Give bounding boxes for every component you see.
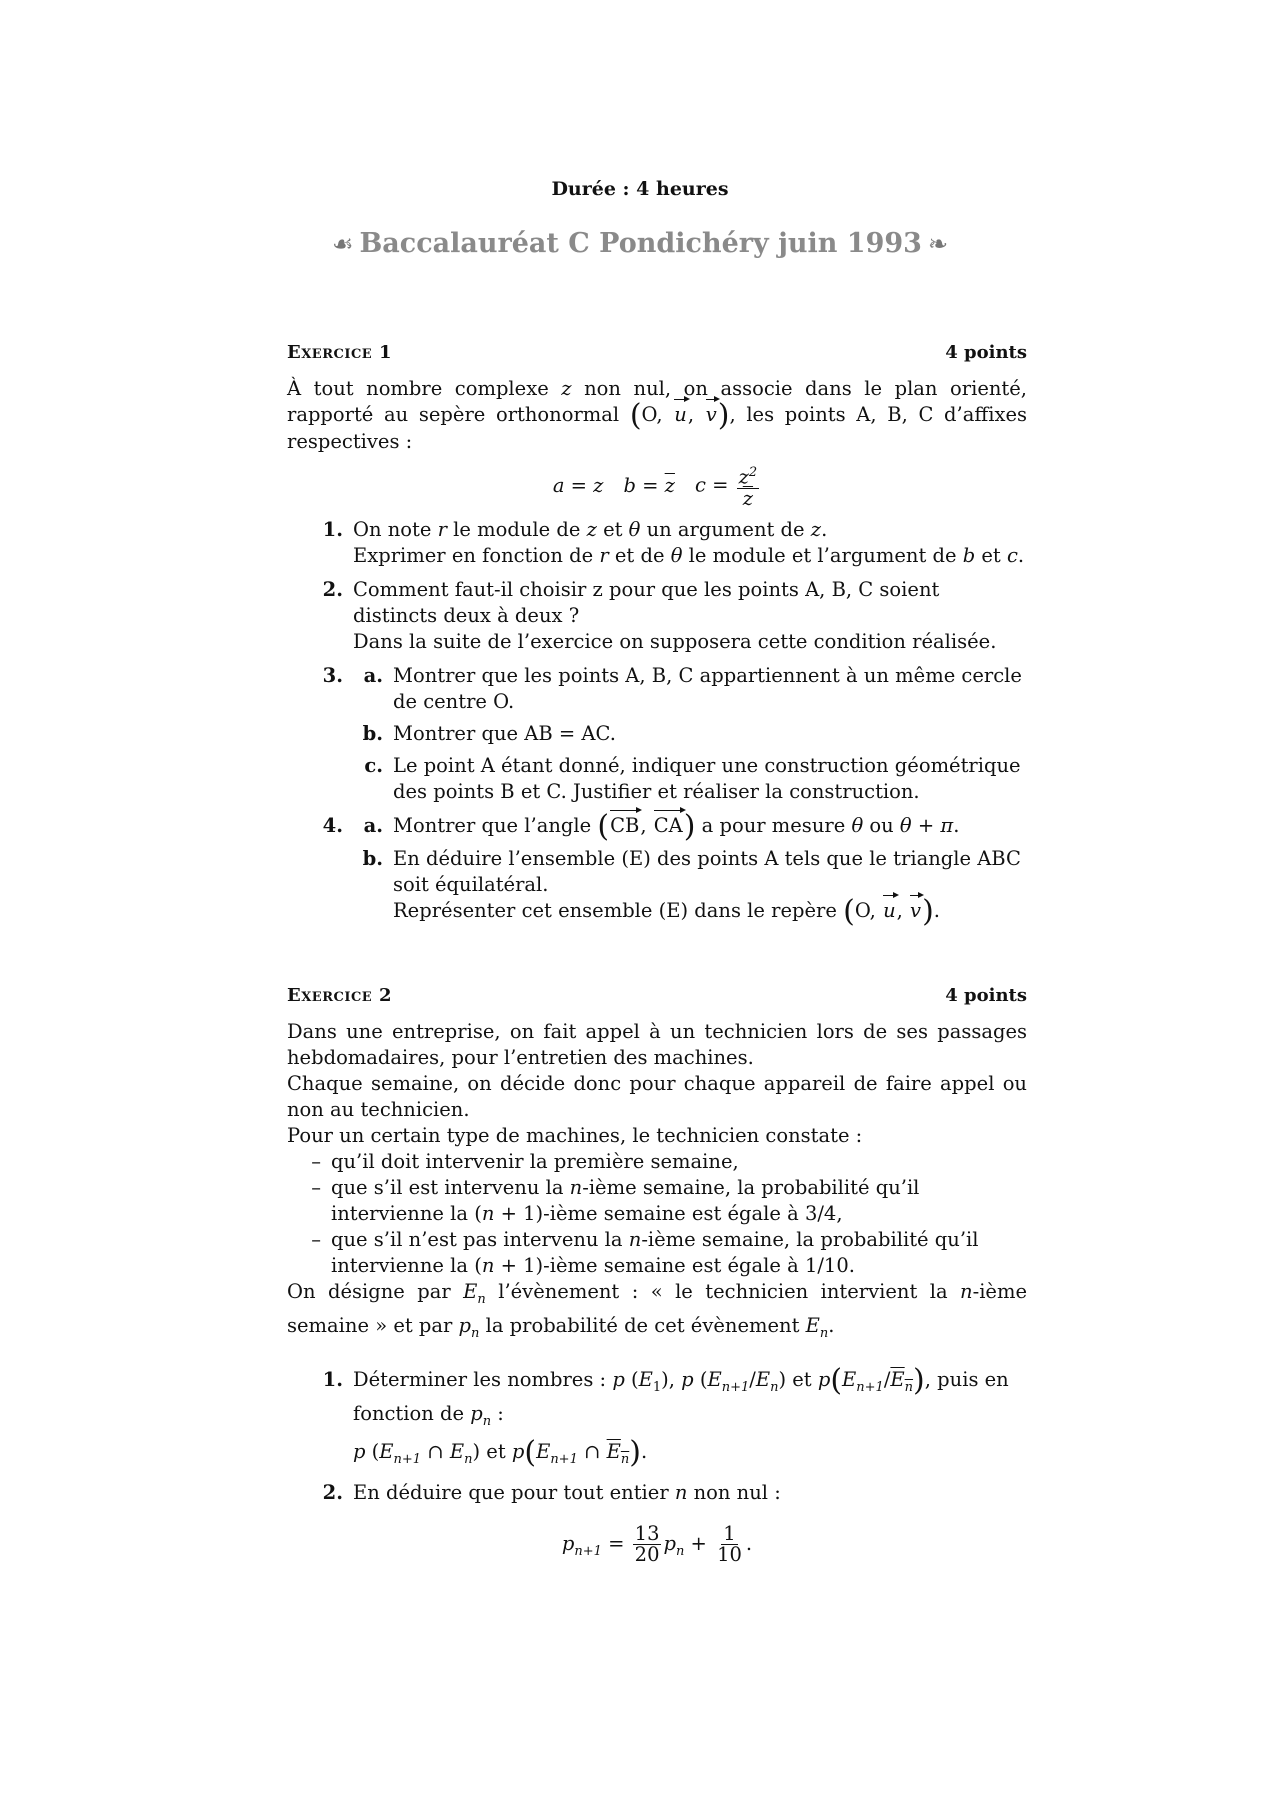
question-4b: b. En déduire l’ensemble (E) des points A tels que le triangle ABC soit équilatéral. Représenter cet ensemble (E) dans le repère (O, u, v). <box>353 846 1027 925</box>
exercise-1-points: 4 points <box>945 342 1027 363</box>
text: le module et l’argument de <box>682 543 963 567</box>
exercise-2-header <box>287 983 1027 1009</box>
text: En déduire que pour tout entier <box>353 1481 675 1505</box>
text: -ième semaine est égale à 3/4, <box>543 1202 843 1225</box>
frac-den: 10 <box>717 1543 742 1567</box>
text: -ième semaine est égale à 1/10. <box>543 1254 855 1277</box>
formula-mid-sub: n <box>675 1544 685 1560</box>
list-item: – que s’il est intervenu la n-ième semaine, la probabilité qu’il intervienne la (n + 1)-ième semaine est égale à 3/4, <box>311 1176 920 1225</box>
text: et <box>596 517 629 541</box>
title-text: Baccalauréat C Pondichéry juin 1993 <box>359 228 922 259</box>
formula-b-lhs: b = <box>623 473 665 497</box>
question-2-text: Comment faut-il choisir z pour que les points A, B, C soient distincts deux à deux ? <box>353 577 940 627</box>
question-number: 2. <box>322 1481 343 1505</box>
vector-u: u <box>674 403 687 426</box>
formula-plus: + <box>684 1532 714 1556</box>
list-item: – qu’il doit intervenir la première semaine, <box>311 1150 739 1173</box>
exercise-2-points: 4 points <box>945 985 1027 1006</box>
text: l’évènement : « le technicien intervient la <box>485 1280 961 1303</box>
var-z: z <box>561 377 572 400</box>
question-2 <box>287 577 1027 655</box>
exercise-2-p3: Pour un certain type de machines, le technicien constate : <box>287 1124 863 1147</box>
formula-a: a = z <box>552 473 604 497</box>
question-1: 1. On note r le module de z et θ un argument de z. Exprimer en fonction de r et de θ le module et l’argument de b et c. <box>287 517 1027 569</box>
text: et <box>786 1367 818 1391</box>
text: On désigne par <box>287 1280 464 1303</box>
vector-u: u <box>883 898 896 922</box>
question-number: 1. <box>322 1367 343 1391</box>
frac-num: z <box>738 465 749 489</box>
recurrence-formula <box>287 1524 1027 1565</box>
exam-duration: Durée : 4 heures <box>551 178 729 200</box>
text: et de <box>608 543 671 567</box>
text: On note <box>353 517 438 541</box>
exercise-1-intro: À tout nombre complexe z non nul, on associe dans le plan orienté, rapporté au sepère orthonormal (O, u, v), les points A, B, C d’affixes respectives : <box>287 377 1027 453</box>
question-number: 2. <box>322 577 343 601</box>
question-3b: b. Montrer que AB = AC. <box>353 721 1027 747</box>
frac-exp: 2 <box>748 465 758 480</box>
frac-num: 13 <box>634 1522 660 1546</box>
question-2-note: Dans la suite de l’exercice on supposera cette condition réalisée. <box>353 629 997 653</box>
intro-text: non nul, on associe dans le plan orienté, rapporté au sepère orthonormal <box>287 377 1027 426</box>
text: que s’il n’est pas intervenu la <box>331 1228 629 1251</box>
text: Déterminer les nombres : <box>353 1367 613 1391</box>
formula-mid: p <box>663 1532 676 1556</box>
text: , puis en fonction de <box>353 1367 1009 1425</box>
question-4 <box>287 808 1027 929</box>
paren-open: ( <box>629 398 642 433</box>
text: le module de <box>446 517 587 541</box>
vector-cb: CB <box>610 813 640 837</box>
exercise-2-p1: Dans une entreprise, on fait appel à un technicien lors de ses passages hebdomadaires, pour l’entretien des machines. <box>287 1020 1027 1069</box>
formula-b <box>623 473 675 499</box>
text: -ième semaine, la probabilité qu’il intervienne la <box>331 1228 979 1277</box>
text: -ième semaine » et par <box>287 1280 1028 1337</box>
vector-ca: CA <box>653 813 683 837</box>
fraction <box>737 463 760 509</box>
exercise-2-label: Exercice 2 <box>287 985 392 1006</box>
vector-v: v <box>910 898 922 922</box>
frac-den: 20 <box>634 1543 660 1567</box>
text: et <box>480 1439 512 1463</box>
formula-eq: = <box>601 1532 631 1556</box>
formula-lhs-sub: n+1 <box>574 1544 602 1560</box>
formula-end: . <box>745 1532 753 1556</box>
affix-formula <box>287 463 1027 509</box>
formula-c <box>695 463 761 509</box>
exercise-2 <box>287 983 1027 1571</box>
text: et <box>975 543 1007 567</box>
text: qu’il doit intervenir la première semaine, <box>331 1150 739 1173</box>
text: Montrer que l’angle <box>393 813 598 837</box>
list-item: – que s’il n’est pas intervenu la n-ième semaine, la probabilité qu’il intervienne la (n + 1)-ième semaine est égale à 1/10. <box>311 1228 979 1277</box>
question-4a: a. Montrer que l’angle (CB, CA) a pour mesure θ ou θ + π. <box>363 808 960 844</box>
page-title <box>0 228 1280 259</box>
text: a pour mesure <box>695 813 852 837</box>
question-3c-text: Le point A étant donné, indiquer une construction géométrique des points B et C. Justifier et réaliser la construction. <box>393 753 1021 803</box>
ex2-question-1: 1. Déterminer les nombres : p $(E_1)$, p $(E_{n+1}/E_n)$ et $p(E_{n+1}/E_n)$, puis en fonction de $p_n$ : p ($E_{n+1}$ ∩ $E_n$) et $p(E_{n+1}$ ∩ $E_n$). <box>287 1367 1027 1473</box>
paren-close: ) <box>717 398 730 433</box>
observation-list <box>287 1149 1027 1279</box>
text: ou <box>863 813 900 837</box>
fraction-1-10 <box>715 1524 744 1565</box>
question-3c: c. Le point A étant donné, indiquer une construction géométrique des points B et C. Justifier et réaliser la construction. <box>353 753 1027 805</box>
formula-b-rhs: $\overline{z}$ <box>664 473 675 497</box>
frac-num: 1 <box>723 1522 736 1546</box>
question-number: 3. <box>322 663 343 687</box>
vector-v: v <box>705 403 717 426</box>
ornament-right-icon: ❧ <box>927 230 949 258</box>
text: que s’il est intervenu la <box>331 1176 570 1199</box>
exercise-1-label: Exercice 1 <box>287 342 392 363</box>
question-3a: a. Montrer que les points A, B, C appartiennent à un même cercle de centre O. <box>353 663 1027 715</box>
intro-text: , les points A, B, C d’affixes respectives : <box>287 403 1027 453</box>
question-3b-text: Montrer que AB = AC. <box>393 721 616 745</box>
ex2-question-2: 2. En déduire que pour tout entier n non nul : <box>287 1480 1027 1506</box>
exercise-2-p4: On désigne par $E_n$ l’évènement : « le technicien intervient la n-ième semaine » et par $p_n$ la probabilité de cet évènement $E_n$. <box>287 1280 1028 1341</box>
question-3a-text: Montrer que les points A, B, C appartiennent à un même cercle de centre O. <box>393 663 1022 713</box>
formula-c-lhs: c = <box>694 473 735 497</box>
fraction-13-20 <box>633 1524 662 1565</box>
intro-text: À tout nombre complexe <box>287 377 562 400</box>
ornament-left-icon: ☙ <box>331 230 354 258</box>
formula-lhs: p <box>561 1532 575 1556</box>
text: un argument de <box>640 517 811 541</box>
frac-den: z <box>742 486 754 510</box>
exercise-1-header <box>287 340 1027 366</box>
text: non nul : <box>687 1481 781 1505</box>
question-number: 4. <box>322 813 343 837</box>
text: la probabilité de cet évènement <box>479 1313 806 1337</box>
exercise-1 <box>287 340 1027 929</box>
question-3 <box>287 663 1027 805</box>
text: Exprimer en fonction de <box>353 543 600 567</box>
question-4b-text: En déduire l’ensemble (E) des points A tels que le triangle ABC soit équilatéral. <box>393 846 1021 896</box>
text: : <box>491 1401 504 1425</box>
question-number: 1. <box>322 517 343 541</box>
text: Représenter cet ensemble (E) dans le repère <box>393 898 844 922</box>
exercise-2-p2: Chaque semaine, on décide donc pour chaque appareil de faire appel ou non au technicien. <box>287 1072 1027 1121</box>
text: -ième semaine, la probabilité qu’il intervienne la <box>331 1176 920 1225</box>
